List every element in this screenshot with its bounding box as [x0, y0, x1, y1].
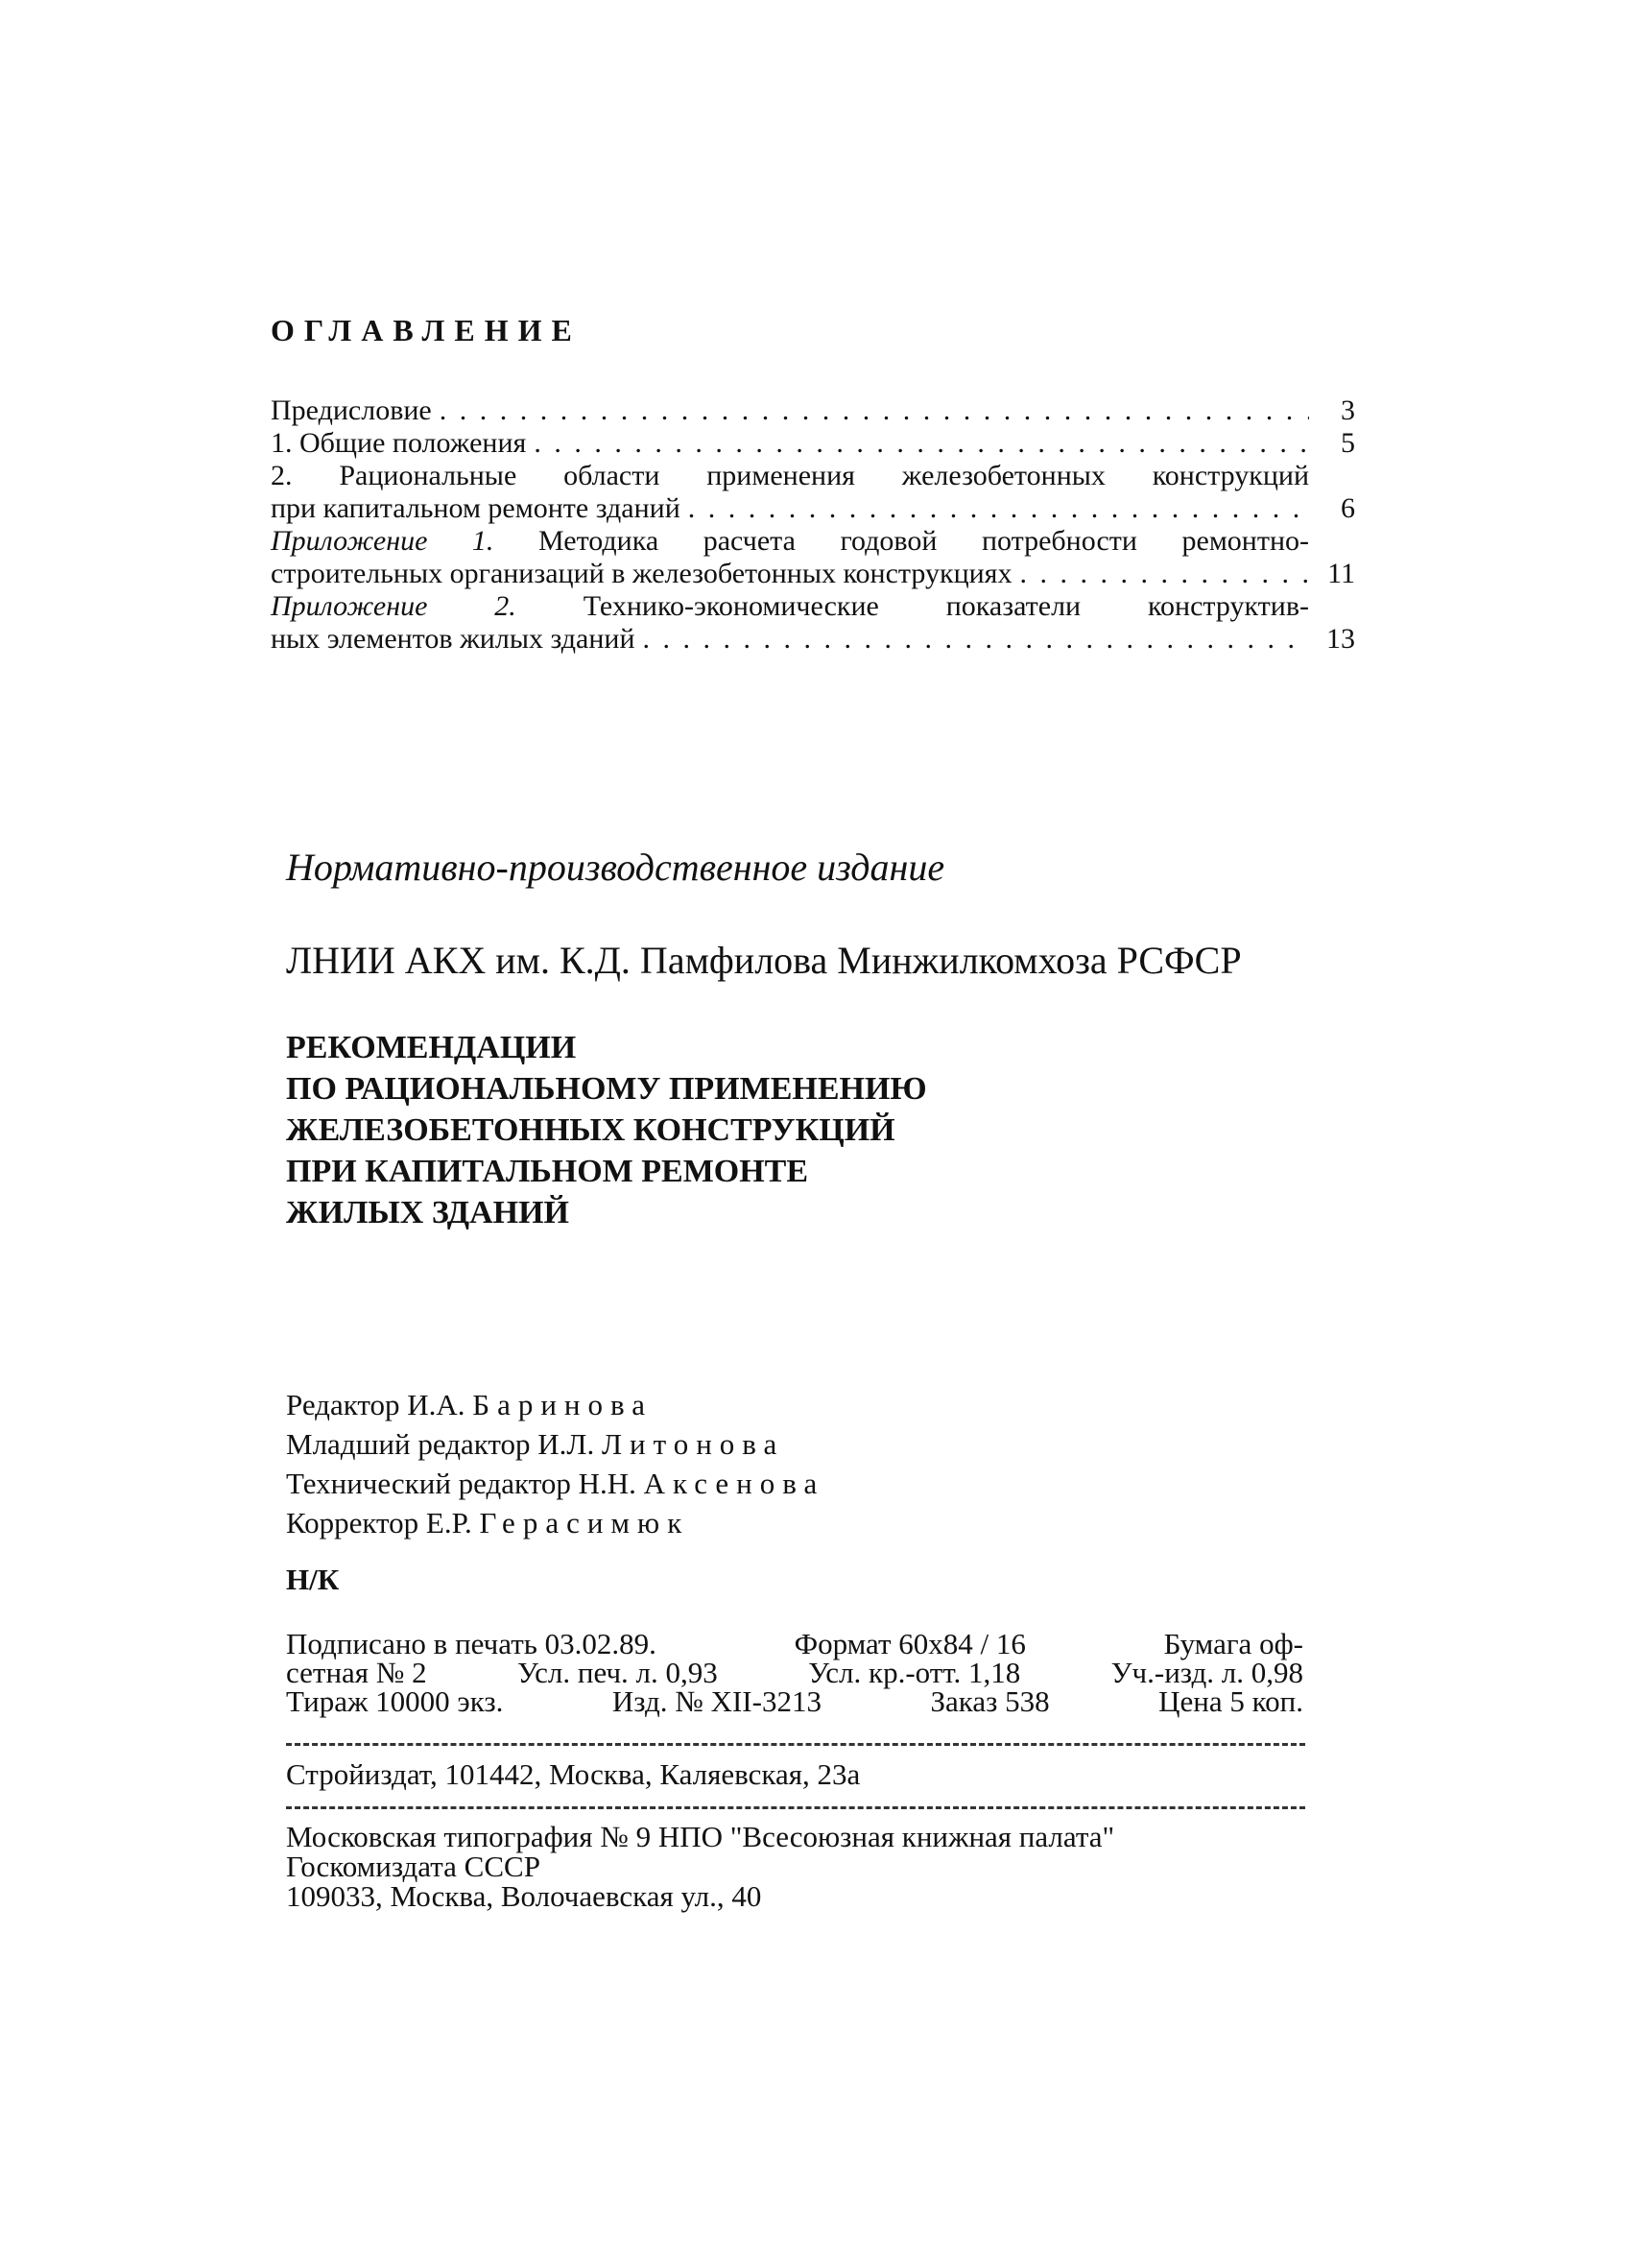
- print-info-item: Заказ 538: [930, 1684, 1050, 1718]
- table-of-contents: [271, 313, 1355, 656]
- print-info-item: Тираж 10000 экз.: [286, 1684, 504, 1718]
- staff-role: Редактор И.А.: [286, 1388, 465, 1421]
- print-info-item: Бумага оф-: [1163, 1627, 1303, 1660]
- print-info-item: Подписано в печать 03.02.89.: [286, 1627, 656, 1660]
- staff-name: Баринова: [472, 1388, 654, 1421]
- toc-leader-dots: [688, 492, 1309, 525]
- toc-entry-line1: [271, 590, 1309, 623]
- dashed-divider: [286, 1743, 1305, 1746]
- staff-name: Герасимюк: [479, 1506, 690, 1540]
- toc-leader-dots: [440, 394, 1309, 427]
- print-info-item: сетная № 2: [286, 1656, 427, 1689]
- title-line: ПРИ КАПИТАЛЬНОМ РЕМОНТЕ: [286, 1154, 809, 1189]
- institute-name: ЛНИИ АКХ им. К.Д. Памфилова Минжилкомхоза РСФСР: [286, 939, 1242, 982]
- toc-entry-text: строительных организаций в железобетонных конструкциях: [271, 558, 1013, 589]
- toc-entry-appendix-2: [271, 590, 1355, 656]
- toc-entry-text: при капитальном ремонте зданий: [271, 492, 680, 524]
- toc-entry-text: Предисловие: [271, 394, 432, 426]
- printing-house: [286, 1822, 1114, 1911]
- staff-name: Аксенова: [643, 1467, 825, 1500]
- print-info-row: [286, 1684, 1303, 1718]
- staff-junior-editor: [286, 1424, 824, 1464]
- toc-entry-appendix-1: [271, 525, 1355, 590]
- toc-entry-line1: 2. Рациональные области применения железобетонных конструкций: [271, 460, 1309, 491]
- editorial-staff: [286, 1385, 824, 1542]
- title-line: ЖЕЛЕЗОБЕТОННЫХ КОНСТРУКЦИЙ: [286, 1112, 895, 1148]
- staff-role: Корректор Е.Р.: [286, 1506, 472, 1540]
- appendix-title-start: Технико-экономические показатели конструктив-: [515, 590, 1310, 622]
- appendix-title-start: Методика расчета годовой потребности ремонтно-: [493, 525, 1310, 557]
- staff-technical-editor: [286, 1464, 824, 1503]
- toc-entry-text: 1. Общие положения: [271, 427, 527, 459]
- toc-leader-dots: [1020, 558, 1310, 590]
- toc-title: ОГЛАВЛЕНИЕ: [271, 313, 582, 347]
- title-line: ЖИЛЫХ ЗДАНИЙ: [286, 1195, 569, 1230]
- appendix-label: Приложение 1.: [271, 525, 494, 557]
- toc-entry-rational-areas: [271, 460, 1355, 525]
- toc-entry-text: ных элементов жилых зданий: [271, 623, 635, 655]
- document-title: [286, 1027, 927, 1233]
- printing-house-line: Московская типография № 9 НПО "Всесоюзная книжная палата": [286, 1820, 1115, 1853]
- toc-entry-page: 5: [1341, 427, 1355, 459]
- toc-entry-page: 6: [1341, 492, 1355, 524]
- toc-entry-page: 11: [1327, 558, 1355, 589]
- toc-entry-line1: [271, 525, 1309, 558]
- nk-mark: Н/К: [286, 1563, 340, 1596]
- printing-house-line: 109033, Москва, Волочаевская ул., 40: [286, 1879, 762, 1913]
- publication-type: Нормативно-производственное издание: [286, 846, 945, 889]
- print-info-item: Формат 60x84 / 16: [794, 1627, 1026, 1660]
- title-line: РЕКОМЕНДАЦИИ: [286, 1030, 577, 1065]
- print-info-row: [286, 1656, 1303, 1689]
- print-info-item: Усл. кр.-отт. 1,18: [808, 1656, 1021, 1689]
- toc-leader-dots: [643, 623, 1309, 656]
- toc-entry-page: 13: [1326, 623, 1355, 655]
- toc-entry-general: [271, 427, 1355, 460]
- title-line: ПО РАЦИОНАЛЬНОМУ ПРИМЕНЕНИЮ: [286, 1071, 927, 1107]
- print-info-row: [286, 1627, 1303, 1660]
- appendix-label: Приложение 2.: [271, 590, 516, 622]
- staff-role: Младший редактор И.Л.: [286, 1427, 595, 1461]
- print-info-item: Изд. № XII-3213: [611, 1684, 822, 1718]
- print-info-item: Уч.-изд. л. 0,98: [1110, 1656, 1303, 1689]
- print-information: [286, 1627, 1303, 1718]
- toc-leader-dots: [534, 427, 1309, 460]
- staff-name: Литонова: [601, 1427, 785, 1461]
- toc-entry-page: 3: [1341, 394, 1355, 426]
- dashed-divider: [286, 1806, 1305, 1809]
- toc-entry-preface: [271, 394, 1355, 427]
- staff-role: Технический редактор Н.Н.: [286, 1467, 636, 1500]
- print-info-item: Усл. печ. л. 0,93: [516, 1656, 718, 1689]
- staff-proofreader: [286, 1503, 824, 1542]
- printing-house-line: Госкомиздата СССР: [286, 1850, 540, 1883]
- publisher-address: Стройиздат, 101442, Москва, Каляевская, 23а: [286, 1757, 861, 1791]
- print-info-item: Цена 5 коп.: [1158, 1684, 1303, 1718]
- staff-editor: [286, 1385, 824, 1424]
